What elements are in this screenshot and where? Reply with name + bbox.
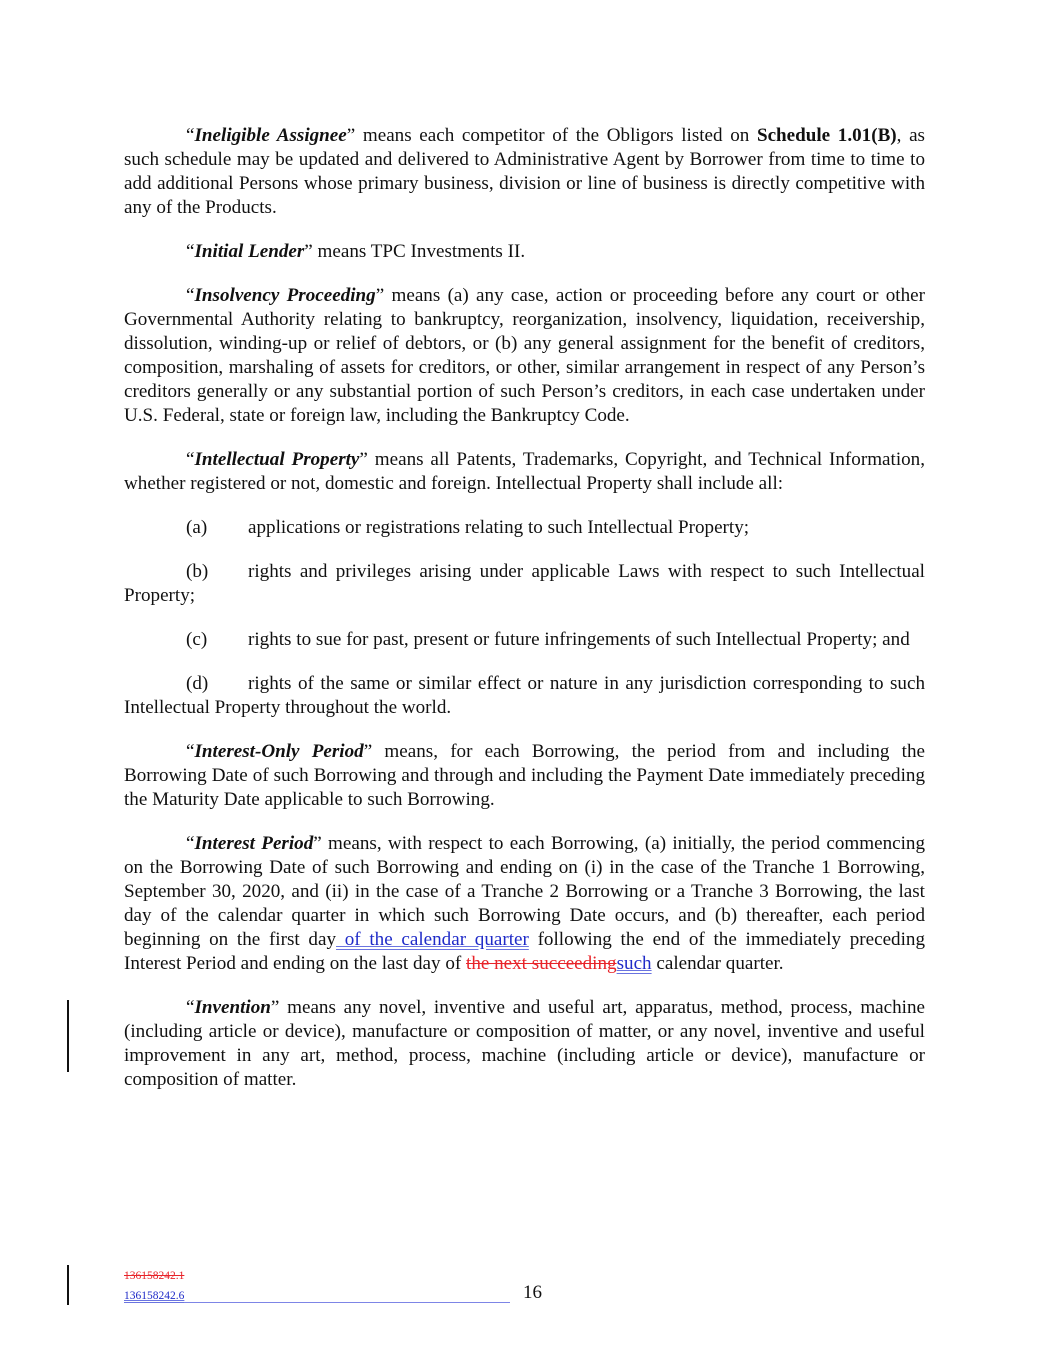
defined-term: Ineligible Assignee [194, 125, 347, 146]
open-quote: “ [186, 285, 195, 306]
open-quote: “ [186, 741, 195, 762]
schedule-reference: Schedule 1.01(B) [756, 125, 897, 146]
definition-text: means, with respect to each Borrowing, (a) initially, the period commencing on the Borrowing Date of such Borrowing and ending on (i) in the case of the Tranche 1 Borrowing, September 30, 2020, and (ii) in the case of a Tranche 2 Borrowing or a Tranche 3 Borrowing, the last day of the calendar quarter in which such Borrowing Date occurs, and (b) thereafter, each period beginning on the first day [124, 833, 925, 950]
change-bar [67, 1000, 69, 1072]
deleted-document-id: 136158242.1 [124, 1270, 185, 1282]
close-quote: ” [359, 449, 368, 470]
tracked-insertion: of the calendar quarter [336, 929, 529, 950]
subitem-c [124, 628, 925, 652]
subitem-a [124, 516, 925, 540]
defined-term: Interest Period [194, 833, 314, 854]
open-quote: “ [186, 449, 195, 470]
subitem-b [124, 560, 925, 608]
subitem-text: rights to sue for past, present or future infringements of such Intellectual Property; and [248, 629, 910, 650]
definition-text: calendar quarter. [651, 953, 784, 974]
subitem-label: (b) [186, 561, 209, 582]
defined-term: Initial Lender [194, 241, 305, 262]
definition-text: means (a) any case, action or proceeding before any court or other Governmental Authority relating to bankruptcy, reorganization, insolvency, liquidation, receivership, dissolution, winding-up or relief of debtors, or (b) any general assignment for the benefit of creditors, composition, marshaling of assets for creditors, or other, similar arrangement in respect of any Person’s creditors generally or any substantial portion of such Person’s creditors, in each case undertaken under U.S. Federal, state or foreign law, including the Bankruptcy Code. [124, 285, 925, 426]
inserted-document-id: 136158242.6 [124, 1290, 185, 1302]
open-quote: “ [186, 125, 195, 146]
definition-text: following the end of the immediately preceding Interest Period and ending on the last day of [124, 929, 925, 974]
close-quote: ” [346, 125, 356, 146]
subitem-label: (a) [186, 517, 208, 538]
inserted-document-id-row [124, 1286, 544, 1306]
defined-term: Interest-Only Period [194, 741, 364, 762]
definition-text: means each competitor of the Obligors listed on [355, 125, 757, 146]
definition-ineligible-assignee [124, 124, 925, 220]
subitem-text: rights of the same or similar effect or nature in any jurisdiction corresponding to such Intellectual Property throughout the world. [124, 673, 925, 718]
subitem-label: (d) [186, 673, 209, 694]
change-bar-footer [67, 1265, 69, 1305]
close-quote: ” [313, 833, 322, 854]
definition-insolvency-proceeding [124, 284, 925, 428]
close-quote: ” [304, 241, 313, 262]
footer [124, 1266, 544, 1306]
definition-interest-period [124, 832, 925, 976]
definition-text: means, for each Borrowing, the period from and including the Borrowing Date of such Borrowing and through and including the Payment Date immediately preceding the Maturity Date applicable to such Borrowing. [124, 741, 925, 810]
footer-underline-rule [184, 1288, 510, 1303]
close-quote: ” [375, 285, 385, 306]
document-body [124, 124, 925, 1112]
definition-text: means all Patents, Trademarks, Copyright, and Technical Information, whether registered or not, domestic and foreign. Intellectual Property shall include all: [124, 449, 925, 494]
subitem-d [124, 672, 925, 720]
tracked-insertion: such [616, 953, 652, 974]
open-quote: “ [186, 241, 195, 262]
subitem-label: (c) [186, 629, 208, 650]
subitem-text: rights and privileges arising under applicable Laws with respect to such Intellectual Property; [124, 561, 925, 606]
definition-text: means TPC Investments II. [312, 241, 526, 262]
definition-initial-lender [124, 240, 925, 264]
close-quote: ” [270, 997, 280, 1018]
close-quote: ” [363, 741, 373, 762]
definition-invention [124, 996, 925, 1092]
open-quote: “ [186, 833, 195, 854]
defined-term: Invention [194, 997, 271, 1018]
open-quote: “ [186, 997, 195, 1018]
definition-text: , as such schedule may be updated and delivered to Administrative Agent by Borrower from time to time to add additional Persons whose primary business, division or line of business is directly competitive with any of the Products. [124, 125, 925, 218]
definition-intellectual-property [124, 448, 925, 496]
defined-term: Intellectual Property [194, 449, 360, 470]
definition-text: means any novel, inventive and useful art, apparatus, method, process, machine (including article or device), manufacture or composition of matter, or any novel, inventive and useful improvement in any art, method, process, machine (including article or device), manufacture or composition of matter. [124, 997, 925, 1090]
defined-term: Insolvency Proceeding [194, 285, 376, 306]
subitem-text: applications or registrations relating to such Intellectual Property; [248, 517, 750, 538]
definition-interest-only-period [124, 740, 925, 812]
tracked-deletion: the next succeeding [466, 953, 617, 974]
page-number: 16 [523, 1282, 542, 1303]
